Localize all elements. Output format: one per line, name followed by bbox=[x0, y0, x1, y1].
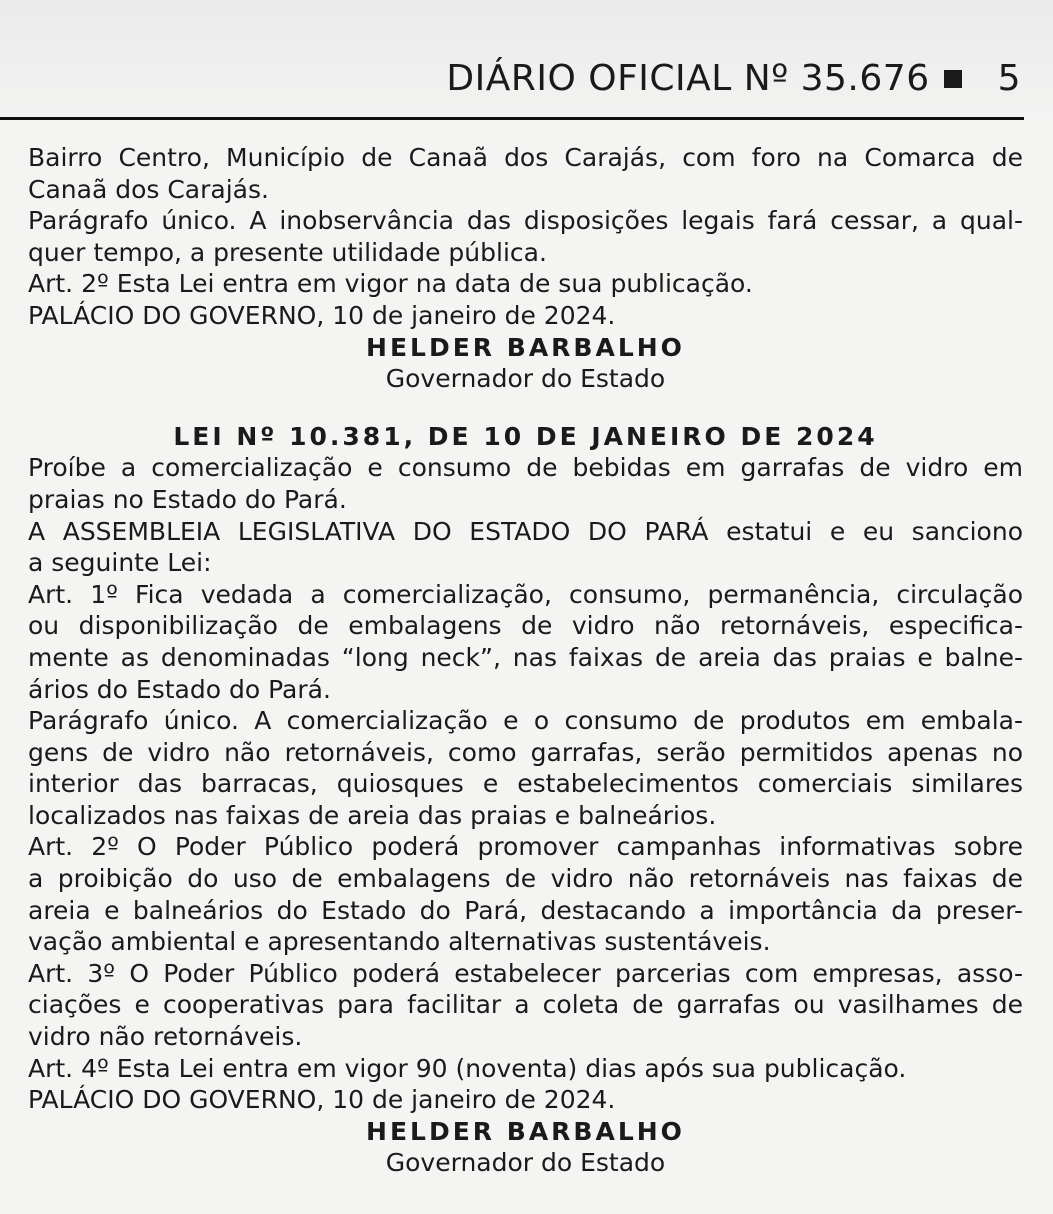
text-line: areia e balneários do Estado do Pará, destacando a importância da preser- bbox=[28, 895, 1023, 925]
text-line: praias no Estado do Pará. bbox=[28, 484, 347, 514]
square-bullet-icon bbox=[944, 70, 962, 88]
newspaper-title: DIÁRIO OFICIAL Nº 35.676 bbox=[446, 58, 930, 99]
text-line: Art. 1º Fica vedada a comercialização, consumo, permanência, circulação bbox=[28, 579, 1023, 609]
text-line: Parágrafo único. A comercialização e o consumo de produtos em embala- bbox=[28, 706, 1023, 736]
page-number: 5 bbox=[997, 58, 1021, 99]
text-line: ou disponibilização de embalagens de vidro não retornáveis, especifica- bbox=[28, 611, 1023, 641]
text-line: PALÁCIO DO GOVERNO, 10 de janeiro de 2024. bbox=[28, 1085, 616, 1115]
text-line: vidro não retornáveis. bbox=[28, 1022, 303, 1052]
signatory-name: HELDER BARBALHO bbox=[366, 332, 685, 362]
text-line: PALÁCIO DO GOVERNO, 10 de janeiro de 2024. bbox=[28, 300, 616, 330]
text-line: A ASSEMBLEIA LEGISLATIVA DO ESTADO DO PARÁ estatui e eu sanciono bbox=[28, 516, 1023, 546]
document-body bbox=[28, 142, 1023, 1179]
text-line: quer tempo, a presente utilidade pública. bbox=[28, 237, 547, 267]
signatory-name: HELDER BARBALHO bbox=[366, 1116, 685, 1146]
text-line: ários do Estado do Pará. bbox=[28, 674, 331, 704]
signatory-role: Governador do Estado bbox=[385, 364, 666, 394]
text-line: Art. 3º O Poder Público poderá estabelecer parcerias com empresas, asso- bbox=[28, 958, 1023, 988]
signatory-role: Governador do Estado bbox=[385, 1148, 666, 1178]
text-line: a seguinte Lei: bbox=[28, 548, 212, 578]
text-line: Bairro Centro, Município de Canaã dos Carajás, com foro na Comarca de bbox=[28, 143, 1023, 172]
law-title: LEI Nº 10.381, DE 10 DE JANEIRO DE 2024 bbox=[173, 421, 878, 451]
text-line: mente as denominadas “long neck”, nas faixas de areia das praias e balne- bbox=[28, 642, 1023, 672]
section-gap bbox=[28, 395, 1023, 421]
text-line: vação ambiental e apresentando alternativas sustentáveis. bbox=[28, 927, 771, 957]
section-previous-law bbox=[28, 142, 1023, 395]
section-law-10381 bbox=[28, 421, 1023, 1179]
page-header bbox=[446, 58, 1021, 99]
header-rule bbox=[0, 117, 1024, 120]
text-line: Art. 2º O Poder Público poderá promover campanhas informativas sobre bbox=[28, 832, 1023, 862]
text-line: Art. 2º Esta Lei entra em vigor na data de sua publicação. bbox=[28, 269, 753, 299]
text-line: Parágrafo único. A inobservância das disposições legais fará cessar, a qual- bbox=[28, 206, 1023, 236]
text-line: interior das barracas, quiosques e estabelecimentos comerciais similares bbox=[28, 769, 1023, 799]
text-line: gens de vidro não retornáveis, como garrafas, serão permitidos apenas no bbox=[28, 737, 1023, 767]
text-line: a proibição do uso de embalagens de vidro não retornáveis nas faixas de bbox=[28, 864, 1023, 894]
text-line: Proíbe a comercialização e consumo de bebidas em garrafas de vidro em bbox=[28, 453, 1023, 483]
text-line: ciações e cooperativas para facilitar a coleta de garrafas ou vasilhames de bbox=[28, 990, 1023, 1020]
text-line: localizados nas faixas de areia das praias e balneários. bbox=[28, 800, 717, 830]
text-line: Art. 4º Esta Lei entra em vigor 90 (noventa) dias após sua publicação. bbox=[28, 1053, 907, 1083]
text-line: Canaã dos Carajás. bbox=[28, 174, 269, 204]
